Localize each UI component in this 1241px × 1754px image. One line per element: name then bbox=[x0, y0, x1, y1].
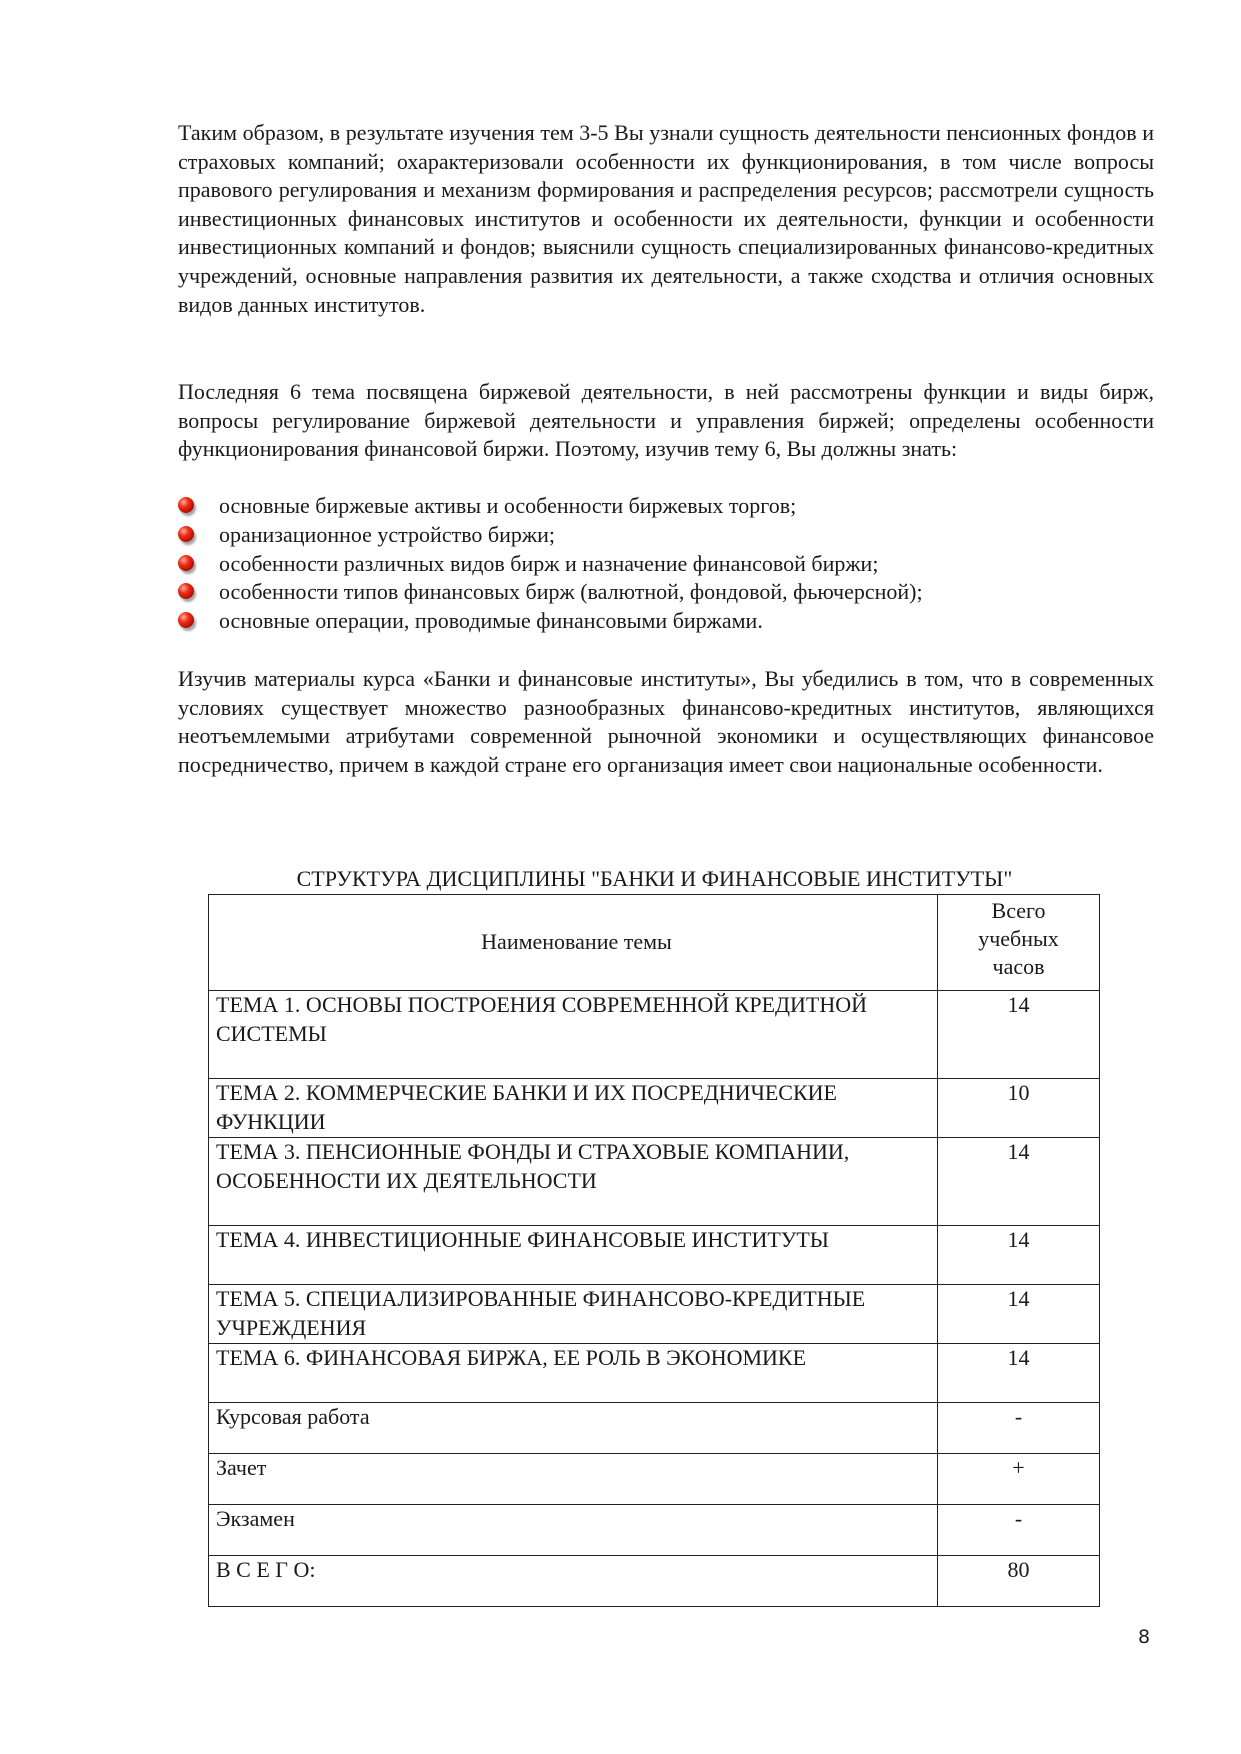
list-item bbox=[178, 521, 1154, 550]
hours-cell: - bbox=[938, 1403, 1100, 1454]
list-item-text: оранизационное устройство биржи; bbox=[219, 521, 555, 547]
red-ball-bullet-icon bbox=[178, 612, 194, 628]
discipline-structure-table bbox=[208, 894, 1100, 1607]
topic-name-cell: Курсовая работа bbox=[209, 1403, 938, 1454]
red-ball-bullet-icon bbox=[178, 583, 194, 599]
topic-name-cell: ТЕМА 4. ИНВЕСТИЦИОННЫЕ ФИНАНСОВЫЕ ИНСТИТУТЫ bbox=[209, 1226, 938, 1285]
header-total-hours bbox=[938, 895, 1100, 991]
topic-name-cell: ТЕМА 5. СПЕЦИАЛИЗИРОВАННЫЕ ФИНАНСОВО-КРЕДИТНЫЕ УЧРЕЖДЕНИЯ bbox=[209, 1285, 938, 1344]
list-item-text: особенности типов финансовых бирж (валютной, фондовой, фьючерсной); bbox=[219, 579, 923, 605]
list-item bbox=[178, 492, 1154, 521]
topic-name-cell: ТЕМА 3. ПЕНСИОННЫЕ ФОНДЫ И СТРАХОВЫЕ КОМПАНИИ, ОСОБЕННОСТИ ИХ ДЕЯТЕЛЬНОСТИ bbox=[209, 1138, 938, 1226]
topic-name-cell: ТЕМА 6. ФИНАНСОВАЯ БИРЖА, ЕЕ РОЛЬ В ЭКОНОМИКЕ bbox=[209, 1344, 938, 1403]
table-row bbox=[209, 1344, 1100, 1403]
hours-cell: 14 bbox=[938, 1226, 1100, 1285]
page-number: 8 bbox=[1138, 1626, 1151, 1648]
table-row bbox=[209, 1505, 1100, 1556]
topic6-intro-paragraph bbox=[178, 378, 1154, 464]
table-row bbox=[209, 1138, 1100, 1226]
total-label-cell: В С Е Г О: bbox=[209, 1556, 938, 1607]
total-hours-cell: 80 bbox=[938, 1556, 1100, 1607]
list-item-text: основные операции, проводимые финансовыми биржами. bbox=[219, 608, 763, 634]
red-ball-bullet-icon bbox=[178, 555, 194, 571]
list-item bbox=[178, 550, 1154, 579]
paragraph-text: Таким образом, в результате изучения тем 3-5 Вы узнали сущность деятельности пенсионных фондов и страховых компаний; охарактеризовали особенности их функционирования, в том числе вопросы правового регулирования и механизм формирования и распределения ресурсов; рассмотрели сущность инвестиционных финансовых институтов и особенности их деятельности, функции и особенности инвестиционных компаний и фондов; выяснили сущность специализированных финансово-кредитных учреждений, основные направления развития их деятельности, а также сходства и отличия основных видов данных институтов. bbox=[178, 120, 1154, 317]
table-row bbox=[209, 1226, 1100, 1285]
topic-name-cell: ТЕМА 1. ОСНОВЫ ПОСТРОЕНИЯ СОВРЕМЕННОЙ КРЕДИТНОЙ СИСТЕМЫ bbox=[209, 991, 938, 1079]
hours-cell: 14 bbox=[938, 1138, 1100, 1226]
topic-name-cell: ТЕМА 2. КОММЕРЧЕСКИЕ БАНКИ И ИХ ПОСРЕДНИЧЕСКИЕ ФУНКЦИИ bbox=[209, 1079, 938, 1138]
red-ball-bullet-icon bbox=[178, 497, 194, 513]
hours-cell: + bbox=[938, 1454, 1100, 1505]
table-title: СТРУКТУРА ДИСЦИПЛИНЫ "БАНКИ И ФИНАНСОВЫЕ ИНСТИТУТЫ" bbox=[296, 866, 1013, 891]
paragraph-text: Изучив материалы курса «Банки и финансовые институты», Вы убедились в том, что в современных условиях существует множество разнообразных финансово-кредитных институтов, являющихся неотъемлемыми атрибутами современной рыночной экономики и осуществляющих финансовое посредничество, причем в каждой стране его организация имеет свои национальные особенности. bbox=[178, 666, 1154, 777]
hours-cell: 14 bbox=[938, 1285, 1100, 1344]
paragraph-text: Последняя 6 тема посвящена биржевой деятельности, в ней рассмотрены функции и виды бирж, вопросы регулирование биржевой деятельности и управления биржей; определены особенности функционирования финансовой биржи. Поэтому, изучив тему 6, Вы должны знать: bbox=[178, 379, 1154, 462]
summary-paragraph bbox=[178, 119, 1154, 319]
table-header-row bbox=[209, 895, 1100, 991]
topic-name-cell: Зачет bbox=[209, 1454, 938, 1505]
hours-cell: 14 bbox=[938, 991, 1100, 1079]
hours-cell: - bbox=[938, 1505, 1100, 1556]
list-item bbox=[178, 607, 1154, 636]
knowledge-list bbox=[178, 492, 1154, 636]
header-topic-name: Наименование темы bbox=[209, 895, 938, 991]
header-hours-line: часов bbox=[992, 954, 1045, 979]
hours-cell: 10 bbox=[938, 1079, 1100, 1138]
table-row bbox=[209, 1079, 1100, 1138]
list-item bbox=[178, 578, 1154, 607]
header-hours-line: Всего bbox=[991, 898, 1046, 923]
header-hours-line: учебных bbox=[978, 926, 1059, 951]
list-item-text: особенности различных видов бирж и назначение финансовой биржи; bbox=[219, 550, 879, 576]
conclusion-paragraph bbox=[178, 665, 1154, 779]
hours-cell: 14 bbox=[938, 1344, 1100, 1403]
table-row bbox=[209, 991, 1100, 1079]
red-ball-bullet-icon bbox=[178, 526, 194, 542]
table-row bbox=[209, 1454, 1100, 1505]
list-item-text: основные биржевые активы и особенности биржевых торгов; bbox=[219, 493, 797, 518]
table-row bbox=[209, 1285, 1100, 1344]
table-total-row bbox=[209, 1556, 1100, 1607]
table-row bbox=[209, 1403, 1100, 1454]
topic-name-cell: Экзамен bbox=[209, 1505, 938, 1556]
